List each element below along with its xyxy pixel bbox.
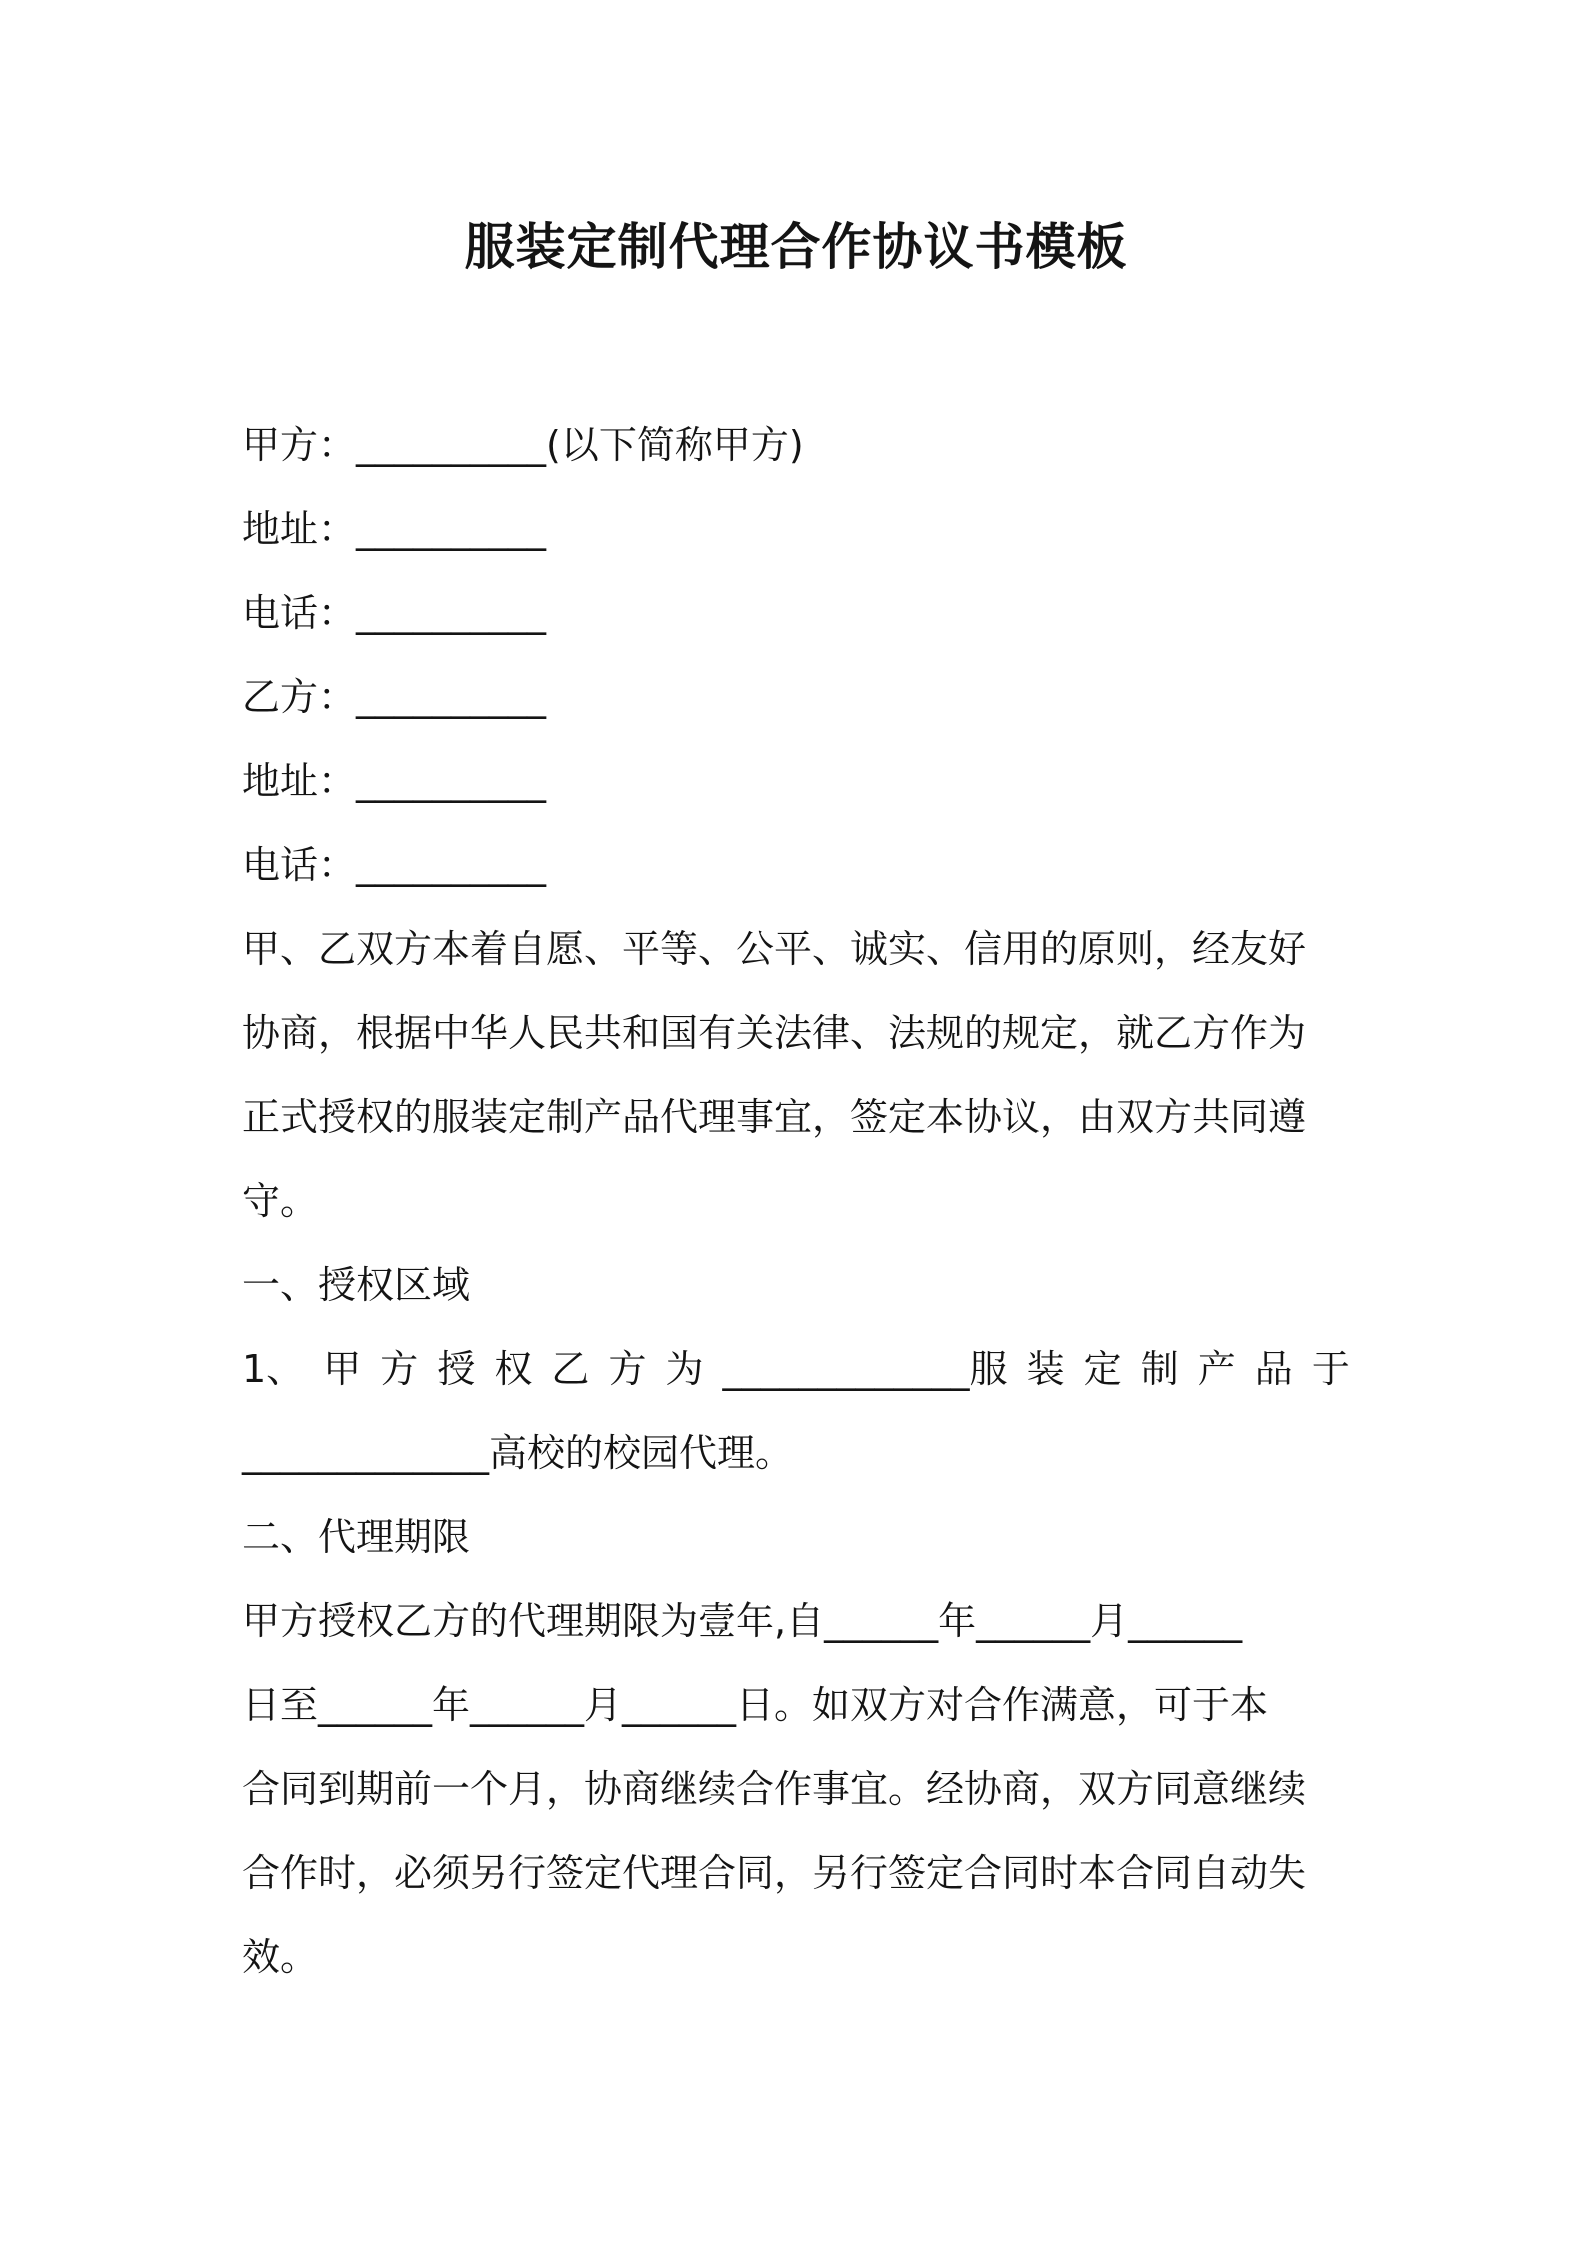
preamble-line: 协商，根据中华人民共和国有关法律、法规的规定，就乙方作为 [242, 1011, 1307, 1055]
preamble-line: 守。 [242, 1179, 319, 1223]
preamble-paragraph [242, 907, 1350, 1243]
clause-1-token: 方 [380, 1347, 419, 1391]
section-2-line: 甲方授权乙方的代理期限为壹年,自______年______月______ [242, 1599, 1243, 1643]
party-b-address-line: 地址：__________ [242, 759, 547, 803]
clause-1-token: 1、 [242, 1347, 305, 1391]
clause-1-token: 制 [1140, 1347, 1179, 1391]
clause-1-token: 定 [1083, 1347, 1122, 1391]
clause-1-token: 产 [1197, 1347, 1236, 1391]
clause-1-line-1 [242, 1327, 1350, 1411]
party-b-phone-line: 电话：__________ [242, 843, 547, 887]
clause-1-token: 为 [665, 1347, 704, 1391]
preamble-line: 甲、乙双方本着自愿、平等、公平、诚实、信用的原则，经友好 [242, 927, 1307, 971]
clause-1-token: 于 [1311, 1347, 1350, 1391]
clause-1-token: 乙 [551, 1347, 590, 1391]
section-2-paragraph [242, 1579, 1350, 1999]
section-2-line: 日至______年______月______日。如双方对合作满意，可于本 [242, 1683, 1269, 1727]
clause-1-token: 品 [1254, 1347, 1293, 1391]
clause-1-token: 授 [437, 1347, 476, 1391]
section-1-heading: 一、授权区域 [242, 1263, 471, 1307]
clause-1-token: 装 [1026, 1347, 1065, 1391]
clause-1-token: 权 [494, 1347, 533, 1391]
clause-1-line-2: _____________高校的校园代理。 [242, 1431, 794, 1475]
section-2-heading: 二、代理期限 [242, 1515, 471, 1559]
clause-1-token: 方 [608, 1347, 647, 1391]
clause-1-token: 甲 [323, 1347, 362, 1391]
document-title: 服装定制代理合作协议书模板 [464, 218, 1128, 276]
section-2-line: 合作时，必须另行签定代理合同，另行签定合同时本合同自动失 [242, 1851, 1307, 1895]
party-a-name-line: 甲方：__________(以下简称甲方) [242, 423, 804, 467]
preamble-line: 正式授权的服装定制产品代理事宜，签定本协议，由双方共同遵 [242, 1095, 1307, 1139]
clause-1-token: _____________服 [722, 1347, 1008, 1391]
party-b-name-line: 乙方：__________ [242, 675, 547, 719]
party-a-phone-line: 电话：__________ [242, 591, 547, 635]
section-2-line: 效。 [242, 1935, 319, 1979]
document-body [242, 403, 1350, 1999]
section-2-line: 合同到期前一个月，协商继续合作事宜。经协商，双方同意继续 [242, 1767, 1307, 1811]
party-a-address-line: 地址：__________ [242, 507, 547, 551]
